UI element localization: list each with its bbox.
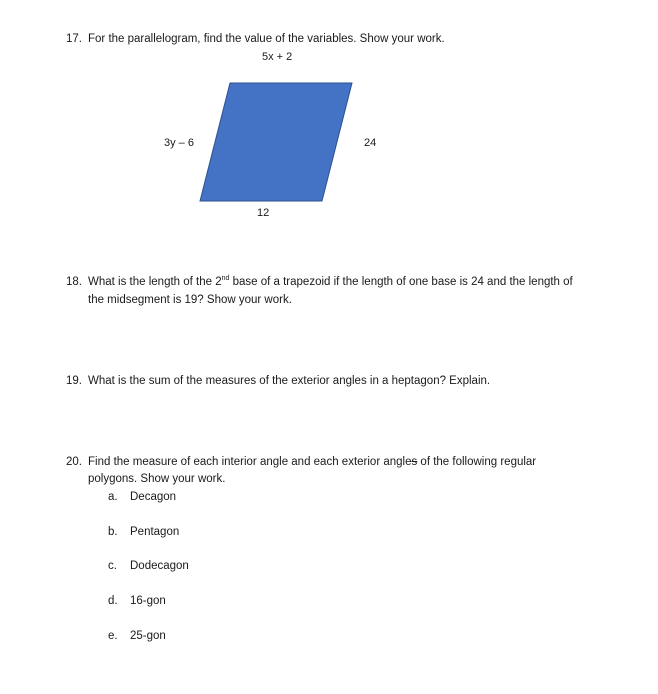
sub-item-letter: d. (108, 595, 118, 607)
sub-item-c (108, 560, 189, 572)
question-text: For the parallelogram, find the value of the variables. Show your work. (88, 33, 445, 45)
question-19 (66, 375, 490, 387)
parallelogram-left-label: 3y – 6 (164, 137, 194, 149)
sub-item-e (108, 630, 166, 642)
sub-item-text: Decagon (130, 491, 177, 503)
sub-item-text: 25-gon (130, 630, 166, 642)
sub-item-b (108, 526, 179, 538)
parallelogram-right-label: 24 (364, 137, 377, 149)
sub-item-text: Dodecagon (130, 560, 189, 572)
question-text: What is the sum of the measures of the exterior angles in a heptagon? Explain. (88, 375, 491, 387)
question-number: 18. (66, 276, 82, 288)
question-text-part: of the following regular (417, 456, 537, 468)
question-number: 19. (66, 375, 82, 387)
question-text-part: Find the measure of each interior angle and each exterior angle (88, 456, 412, 468)
question-20 (66, 456, 536, 468)
sub-item-letter: b. (108, 526, 118, 538)
struck-text: s (411, 456, 418, 468)
sub-item-d (108, 595, 166, 607)
question-18 (66, 276, 573, 288)
parallelogram-shape (200, 83, 352, 201)
sub-item-a (108, 491, 176, 503)
question-18-line2: the midsegment is 19? Show your work. (88, 294, 292, 306)
sub-item-letter: c. (108, 560, 117, 572)
sub-item-letter: e. (108, 630, 118, 642)
question-text-part: What is the length of the 2 (88, 276, 222, 288)
sub-item-text: 16-gon (130, 595, 166, 607)
sub-item-letter: a. (108, 491, 118, 503)
question-text-part: base of a trapezoid if the length of one base is 24 and the length of (229, 276, 573, 288)
question-number: 20. (66, 456, 82, 468)
question-number: 17. (66, 33, 82, 45)
parallelogram-top-label: 5x + 2 (262, 51, 293, 63)
sub-item-text: Pentagon (130, 526, 180, 538)
question-20-line2: polygons. Show your work. (88, 473, 226, 485)
parallelogram-bottom-label: 12 (257, 207, 270, 219)
superscript: nd (221, 275, 230, 283)
